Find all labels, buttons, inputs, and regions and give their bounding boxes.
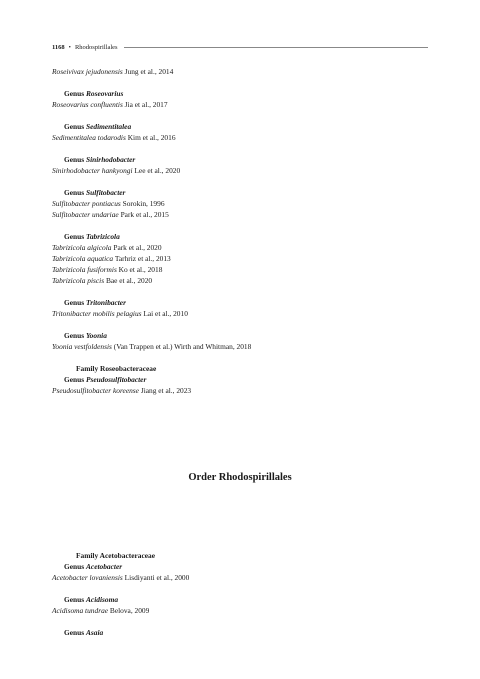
genus-heading: Genus Pseudosulfitobacter (64, 375, 147, 384)
species-name: Sulfitobacter pontiacus (52, 199, 121, 208)
running-header (52, 42, 428, 52)
species-name: Sulfitobacter undariae (52, 210, 119, 219)
species-authority: Lai et al., 2010 (141, 309, 188, 318)
page-number: 1168 (52, 43, 65, 51)
species-authority: Park et al., 2015 (118, 210, 169, 219)
species-entry (52, 209, 432, 220)
species-entry (52, 264, 432, 275)
species-entry (52, 341, 432, 352)
species-name: Yoonia vestfoldensis (52, 342, 112, 351)
species-entry (52, 572, 432, 583)
species-name: Tabrizicola fusiformis (52, 265, 117, 274)
species-name: Sinirhodobacter hankyongi (52, 166, 133, 175)
species-name: Roseovarius confluentis (52, 100, 123, 109)
species-entry (52, 165, 432, 176)
genus-heading: Genus Asaia (64, 628, 104, 637)
genus-heading: Genus Yoonia (64, 331, 107, 340)
species-authority: Sorokin, 1996 (120, 199, 165, 208)
species-entry (52, 253, 432, 264)
genus-heading: Genus Roseovarius (64, 89, 124, 98)
species-authority: (Van Trappen et al.) Wirth and Whitman, 2018 (111, 342, 252, 351)
species-authority: Jia et al., 2017 (122, 100, 168, 109)
species-name: Roseivivax jejudonensis (52, 67, 123, 76)
running-section-title: Rhodospirillales (74, 43, 118, 51)
family-heading: Family Roseobacteraceae (76, 364, 157, 373)
genus-heading: Genus Sinirhodobacter (64, 155, 136, 164)
species-name: Acetobacter lovaniensis (52, 573, 123, 582)
species-authority: Park et al., 2020 (111, 243, 162, 252)
species-authority: Lee et al., 2020 (132, 166, 181, 175)
genus-heading: Genus Sulfitobacter (64, 188, 126, 197)
species-authority: Jung et al., 2014 (122, 67, 174, 76)
species-name: Sedimentitalea todarodis (52, 133, 126, 142)
species-entry (52, 385, 432, 396)
species-entry (52, 308, 432, 319)
species-authority: Tarhriz et al., 2013 (113, 254, 171, 263)
header-bullet: • (68, 43, 71, 51)
species-name: Tabrizicola algicola (52, 243, 112, 252)
species-list-top (52, 66, 432, 396)
species-name: Tabrizicola aquatica (52, 254, 114, 263)
genus-heading: Genus Acidisoma (64, 595, 119, 604)
species-name: Pseudosulfitobacter koreense (52, 386, 139, 395)
species-authority: Belova, 2009 (108, 606, 150, 615)
genus-heading: Genus Tabrizicola (64, 232, 120, 241)
order-heading: Order Rhodospirillales (188, 472, 292, 483)
species-name: Tabrizicola piscis (52, 276, 105, 285)
species-entry (52, 605, 432, 616)
species-entry (52, 66, 432, 77)
species-entry (52, 99, 432, 110)
species-authority: Jiang et al., 2023 (138, 386, 192, 395)
genus-heading: Genus Acetobacter (64, 562, 123, 571)
species-name: Acidisoma tundrae (52, 606, 109, 615)
family-heading: Family Acetobacteraceae (76, 551, 156, 560)
header-rule (124, 47, 428, 48)
species-entry (52, 198, 432, 209)
genus-heading: Genus Tritonibacter (64, 298, 126, 307)
species-list-bottom (52, 550, 432, 638)
species-name: Tritonibacter mobilis pelagius (52, 309, 142, 318)
species-authority: Lisdiyanti et al., 2000 (122, 573, 190, 582)
species-entry (52, 242, 432, 253)
species-entry (52, 132, 432, 143)
species-entry (52, 275, 432, 286)
species-authority: Kim et al., 2016 (125, 133, 176, 142)
species-authority: Bae et al., 2020 (104, 276, 153, 285)
species-authority: Ko et al., 2018 (116, 265, 163, 274)
genus-heading: Genus Sedimentitalea (64, 122, 132, 131)
